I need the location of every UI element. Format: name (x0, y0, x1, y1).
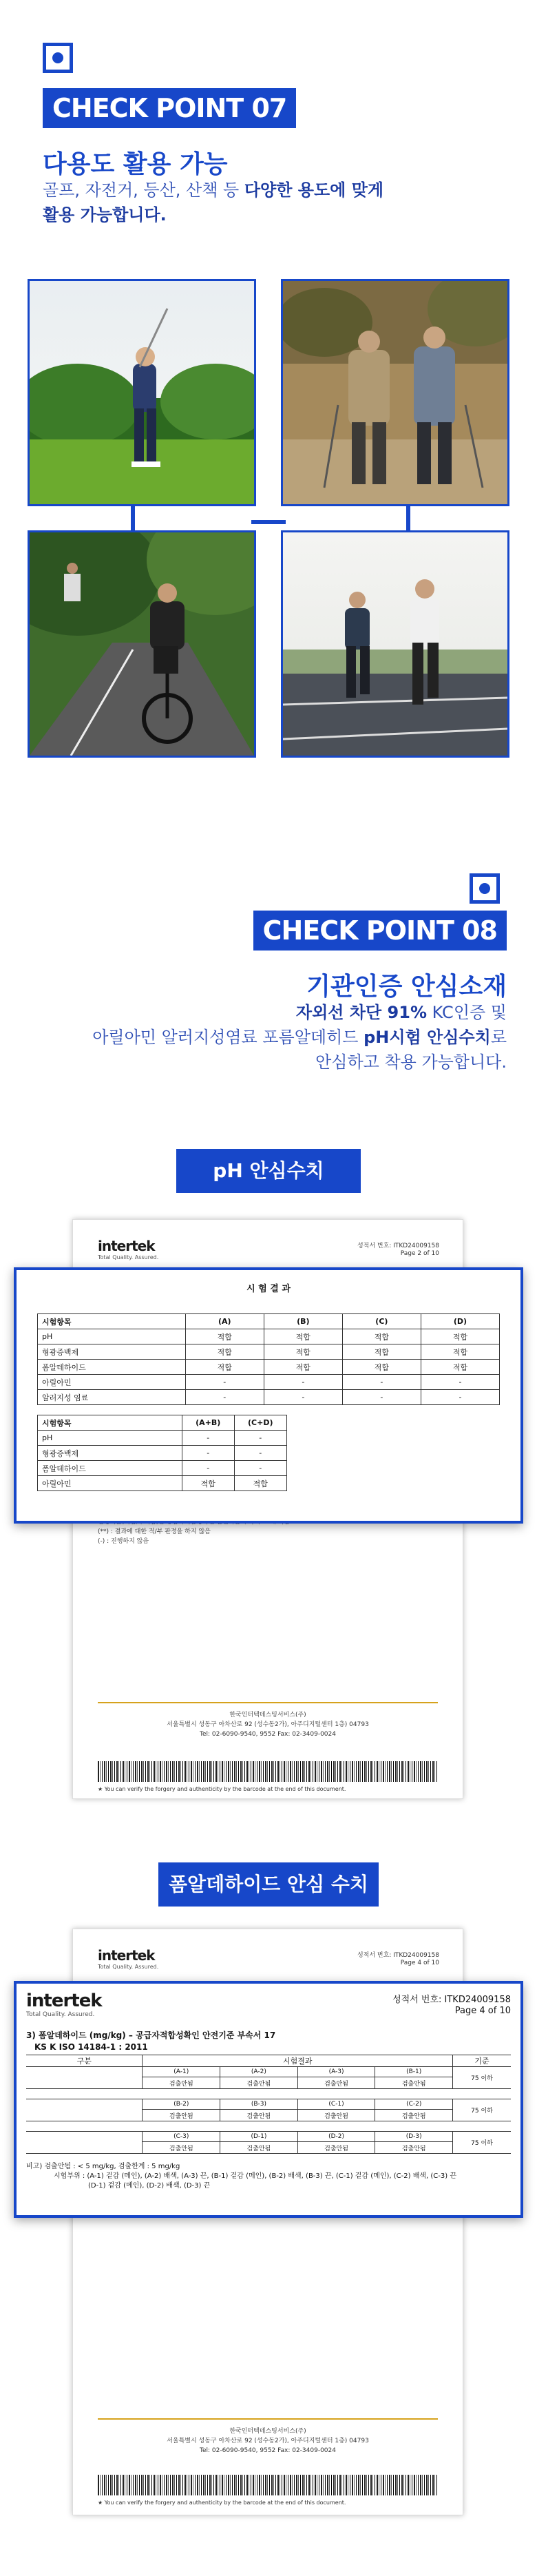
checkpoint-08-badge: CHECK POINT 08 (253, 911, 507, 951)
fa-report-number-back: 성적서 번호: ITKD24009158 (357, 1952, 439, 1959)
col-std: 기준 (453, 2055, 511, 2067)
cp08-title: 기관인증 안심소재 (306, 973, 507, 1001)
intertek-logo: intertek (98, 1238, 155, 1254)
table-row: pH - - (38, 1431, 287, 1446)
hiking-photo-art (283, 281, 507, 504)
table-row: (A-1) (A-2) (A-3) (B-1) 75 이하 (26, 2067, 511, 2077)
ph-lab-address: 서울특별시 성동구 아차산로 92 (성수동2가), 아주디지털센터 1층) 04793 (167, 1721, 369, 1728)
cp07-sub-a: 골프, 자전거, 등산, 산책 등 (43, 180, 244, 200)
fa-report-page-number-back: Page 4 of 10 (400, 1960, 439, 1966)
photo-running (281, 530, 509, 758)
photo-connector-h (251, 520, 286, 524)
fa-heading: 3) 폼알데하이드 (mg/kg) – 공급자적합성확인 안전기준 부속서 17 (26, 2030, 276, 2040)
checkpoint-07-badge: CHECK POINT 07 (43, 88, 296, 128)
table-header-row (38, 1314, 500, 1329)
cp08-line3: 안심하고 착용 가능합니다. (315, 1052, 507, 1072)
fa-header (26, 1991, 511, 2024)
intertek-tagline-zoom: Total Quality. Assured. (26, 2011, 95, 2018)
intertek-tagline: Total Quality. Assured. (98, 1964, 159, 1970)
fa-lab-tel: Tel: 02-6090-9540, 9552 Fax: 02-3409-0024 (200, 2447, 336, 2454)
cp08-subtitle (25, 1000, 507, 1074)
ph-lab-info (73, 1710, 463, 1739)
intertek-logo: intertek (98, 1947, 155, 1964)
golf-photo-art (30, 281, 254, 504)
ph-section-title: 시 험 결 과 (246, 1284, 291, 1294)
col-header: (B) (264, 1314, 342, 1329)
fa-standard: KS K ISO 14184-1 : 2011 (34, 2042, 148, 2052)
ph-report-page-number: Page 2 of 10 (400, 1250, 439, 1257)
fa-note-1: 비고) 검출안됨 : < 5 mg/kg, 검출한계 : 5 mg/kg (26, 2163, 180, 2170)
ph-note-3: (-) : 진행하지 않음 (98, 1538, 149, 1545)
fa-footer-rule (98, 2418, 438, 2420)
photo-cycling (28, 530, 256, 758)
table-row: 폼알데하이드 적합 적합 적합 적합 (38, 1360, 500, 1375)
table-row: (B-2) (B-3) (C-1) (C-2) 75 이하 (26, 2099, 511, 2110)
table-row: pH 적합 적합 적합 적합 (38, 1329, 500, 1344)
ph-barcode (98, 1761, 438, 1782)
col-header: (C+D) (234, 1415, 286, 1431)
table-row: (C-3) (D-1) (D-2) (D-3) 75 이하 (26, 2132, 511, 2142)
intertek-tagline: Total Quality. Assured. (98, 1254, 159, 1260)
table-row: 형광증백제 - - (38, 1446, 287, 1461)
table-row: 검출안됨 검출안됨 검출안됨 검출안됨 (26, 2077, 511, 2089)
table-row: 형광증백제 적합 적합 적합 적합 (38, 1344, 500, 1360)
fa-notes (26, 2162, 511, 2191)
ph-report-number: 성적서 번호: ITKD24009158 (357, 1243, 439, 1249)
fa-report-number: 성적서 번호: ITKD24009158 (392, 1995, 511, 2005)
col-item: 구분 (26, 2055, 143, 2067)
fa-lab-info (73, 2427, 463, 2455)
cycling-photo-art (30, 532, 254, 756)
checkpoint-icon-08 (470, 873, 500, 904)
fa-barcode (98, 2475, 438, 2495)
cp07-sub-b: 다양한 용도에 맞게 (244, 180, 384, 200)
cp08-line2-a: 아릴아민 알러지성염료 포름알데히드 (92, 1028, 364, 1047)
table-row: 아릴아민 적합 적합 (38, 1476, 287, 1491)
col-header: (D) (421, 1314, 499, 1329)
ph-table-2 (37, 1415, 287, 1491)
table-row: 아릴아민 - - - - (38, 1375, 500, 1390)
fa-report-page-number: Page 4 of 10 (454, 2006, 511, 2016)
fa-lab-name: 한국인터텍테스팅서비스(주) (229, 2428, 306, 2435)
col-header: 시험항목 (38, 1314, 186, 1329)
cp08-line2-c: 로 (490, 1028, 507, 1047)
cp08-line1-b: KC인증 및 (427, 1003, 507, 1022)
photo-hiking (281, 279, 509, 506)
photo-golf (28, 279, 256, 506)
fa-note-2: 시험부위 : (A-1) 겉감 (메인), (A-2) 배색, (A-3) 끈, (B-1) 겉감 (메인), (B-2) 배색, (B-3) 끈, (C-1) 겉감 (메인), (C-2) 배색, (C-3) 끈 (54, 2172, 456, 2180)
ph-footer-rule (98, 1702, 438, 1703)
table-header-row (38, 1415, 287, 1431)
ph-note-2: (**) : 결과에 대한 적/부 판정을 하지 않음 (98, 1528, 211, 1535)
ph-lab-tel: Tel: 02-6090-9540, 9552 Fax: 02-3409-0024 (200, 1731, 336, 1738)
formaldehyde-safe-value-label: 폼알데하이드 안심 수치 (158, 1862, 379, 1907)
ph-verify-note: ★ You can verify the forgery and authenticity by the barcode at the end of this document. (98, 1786, 346, 1792)
col-header: (C) (342, 1314, 421, 1329)
table-row: 검출안됨 검출안됨 검출안됨 검출안됨 (26, 2110, 511, 2121)
table-row: 검출안됨 검출안됨 검출안됨 검출안됨 (26, 2142, 511, 2154)
cp07-title: 다용도 활용 가능 (43, 150, 228, 178)
cp07-sub-line2: 활용 가능합니다. (43, 205, 167, 225)
ph-results-zoom (14, 1267, 523, 1524)
ph-lab-name: 한국인터텍테스팅서비스(주) (229, 1712, 306, 1718)
fa-note-3: (D-1) 겉감 (메인), (D-2) 배색, (D-3) 끈 (88, 2182, 211, 2190)
fa-results-zoom (14, 1981, 523, 2218)
ph-safe-value-label: pH 안심수치 (176, 1149, 361, 1193)
col-header: (A) (185, 1314, 264, 1329)
ph-table-1 (37, 1313, 500, 1405)
fa-table (26, 2055, 511, 2154)
table-row: 폼알데하이드 - - (38, 1461, 287, 1476)
running-photo-art (283, 532, 507, 756)
cp07-subtitle (43, 178, 456, 227)
col-result: 시험결과 (143, 2055, 453, 2067)
fa-verify-note: ★ You can verify the forgery and authenticity by the barcode at the end of this document. (98, 2500, 346, 2506)
checkpoint-icon (43, 43, 73, 73)
cp08-line2-b: pH시험 안심수치 (364, 1028, 491, 1047)
cp08-line1-a: 자외선 차단 91% (295, 1003, 427, 1022)
intertek-logo-zoom: intertek (26, 1991, 102, 2011)
col-header: (A+B) (182, 1415, 234, 1431)
table-header-row (26, 2055, 511, 2067)
col-header: 시험항목 (38, 1415, 182, 1431)
fa-lab-address: 서울특별시 성동구 아차산로 92 (성수동2가), 아주디지털센터 1층) 04793 (167, 2438, 369, 2444)
table-row: 알러지성 염료 - - - - (38, 1390, 500, 1405)
